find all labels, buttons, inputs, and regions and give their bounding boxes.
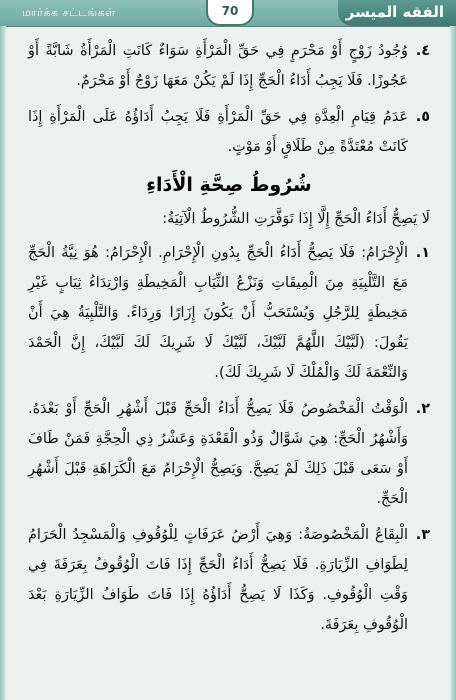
item-number: ٢.: [415, 401, 430, 417]
section-intro: لَا يَصِحُّ أَدَاءُ الْحَجِّ إِلَّا إِذَا تَوَفَّرَتِ الشُّرُوطُ الْآتِيَةُ:: [162, 211, 430, 227]
book-title: الفقه الميسر: [345, 3, 444, 21]
item-number: ١.: [415, 245, 430, 261]
item-text: الْبِقَاعُ الْمَخْصُوصَةُ: وَهِيَ أَرْضُ عَرَفَاتٍ لِلْوُقُوفِ وَالْمَسْجِدُ الْحَرَامُ لِطَوَافِ الزِّيَارَةِ. فَلَا يَصِحُّ أَدَاءُ الْحَجِّ إِذَا فَاتَ الْوُقُوفُ بِعَرَفَةَ فِي وَقْتِ الْوُقُوفِ. وَكَذَا لَا يَصِحُّ أَدَاؤُهُ إِذَا فَاتَ طَوَافُ الزِّيَارَةِ بَعْدَ الْوُقُوفِ بِعَرَفَةَ.: [28, 527, 408, 633]
item-text: الْوَقْتُ الْمَخْصُوصُ فَلَا يَصِحُّ أَدَاءُ الْحَجِّ قَبْلَ أَشْهُرِ الْحَجِّ أَوْ بَعْدَهُ. وَأَشْهُرُ الْحَجِّ: هِيَ شَوَّالٌ وَذُو الْقَعْدَةِ وَعَشْرُ ذِي الْحِجَّةِ فَمَنْ طَافَ أَوْ سَعَى قَبْلَ ذَلِكَ لَمْ يَصِحَّ. وَيَصِحُّ الْإِحْرَامُ مَعَ الْكَرَاهَةِ قَبْلَ أَشْهُرِ الْحَجِّ.: [28, 401, 408, 507]
section-heading: شُرُوطُ صِحَّةِ الْأَدَاءِ: [146, 174, 312, 196]
page-content: [28, 36, 430, 646]
book-series-title: மார்க்க சட்டங்கள்: [22, 6, 116, 19]
right-border-decoration: [450, 26, 456, 700]
page-header: [0, 0, 456, 27]
condition-item: [28, 238, 430, 388]
header-title-tab: [338, 0, 456, 26]
condition-item: [28, 394, 430, 514]
item-text: وُجُودُ زَوْجٍ أَوْ مَحْرَمٍ فِي حَقِّ الْمَرْأَةِ سَوَاءٌ كَانَتِ الْمَرْأَةُ شَابَّةً أَوْ عَجُوزًا. فَلَا يَجِبُ أَدَاءُ الْحَجِّ إِذَا لَمْ يَكُنْ مَعَهَا زَوْجٌ أَوْ مَحْرَمٌ.: [28, 43, 408, 89]
item-number: ٤.: [415, 43, 430, 59]
item-text: الْإِحْرَامُ: فَلَا يَصِحُّ أَدَاءُ الْحَجِّ بِدُونِ الْإِحْرَامِ. الْإِحْرَامُ: هُوَ نِيَّةُ الْحَجِّ مَعَ التَّلْبِيَةِ مِنَ الْمِيقَاتِ وَنَزْعُ الثِّيَابِ الْمَخِيطَةِ وَارْتِدَاءُ ثِيَابٍ غَيْرِ مَخِيطَةٍ لِلرَّجُلِ وَيُسْتَحَبُّ أَنْ يَكُونَ إِزَارًا وَرِدَاءً. وَالتَّلْبِيَةُ هِيَ أَنْ يَقُولَ: (لَبَّيْكَ اللَّهُمَّ لَبَّيْكَ، لَبَّيْكَ لَا شَرِيكَ لَكَ لَبَّيْكَ، إِنَّ الْحَمْدَ وَالنِّعْمَةَ لَكَ وَالْمُلْكَ لَا شَرِيكَ لَكَ).: [28, 245, 408, 381]
left-border-decoration: [0, 26, 6, 700]
item-text: عَدَمُ قِيَامِ الْعِدَّةِ فِي حَقِّ الْمَرْأَةِ فَلَا يَجِبُ أَدَاؤُهُ عَلَى الْمَرْأَةِ إِذَا كَانَتْ مُعْتَدَّةً مِنْ طَلَاقٍ أَوْ مَوْتٍ.: [28, 109, 408, 155]
page-number: 70: [206, 0, 254, 26]
item-number: ٥.: [415, 109, 430, 125]
condition-item: [28, 520, 430, 640]
list-item: [28, 102, 430, 162]
list-item: [28, 36, 430, 96]
item-number: ٣.: [415, 527, 430, 543]
